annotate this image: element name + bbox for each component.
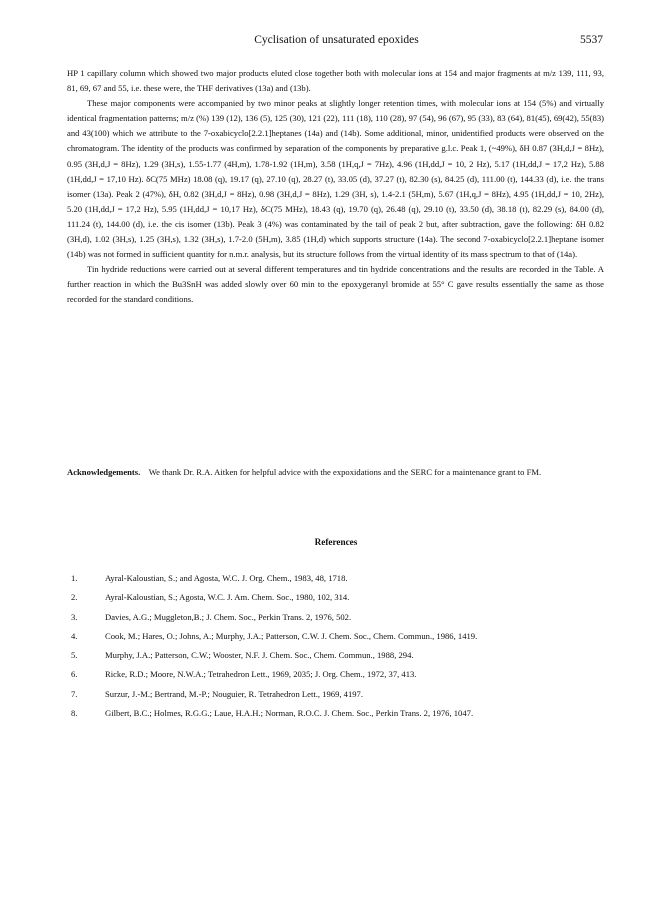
- reference-number: 3.: [71, 611, 78, 622]
- reference-item: [71, 588, 611, 607]
- reference-number: 8.: [71, 708, 78, 719]
- reference-item: [71, 685, 611, 704]
- reference-text: Davies, A.G.; Muggleton,B.; J. Chem. Soc., Perkin Trans. 2, 1976, 502.: [105, 611, 352, 622]
- acknowledgements-title: Acknowledgements.: [67, 467, 141, 477]
- reference-number: 5.: [71, 650, 78, 661]
- reference-number: 1.: [71, 573, 78, 583]
- reference-text: Gilbert, B.C.; Holmes, R.G.G.; Laue, H.A.H.; Norman, R.O.C. J. Chem. Soc., Perkin Trans. 2, 1976, 1047.: [105, 708, 474, 719]
- reference-item: [71, 704, 611, 723]
- reference-item: [71, 627, 611, 646]
- reference-text: Ayral-Kaloustian, S.; and Agosta, W.C. J. Org. Chem., 1983, 48, 1718.: [105, 573, 348, 583]
- reference-number: 7.: [71, 688, 78, 699]
- reference-item: [71, 665, 611, 684]
- paragraph-tin-hydride: Tin hydride reductions were carried out at several different temperatures and tin hydride concentrations and the results are recorded in the Table. A further reaction in which the Bu3SnH was added slowly over 60 min to the epoxygeranyl bromide at 55° C gave results essentially the same as those recorded for the standard conditions.: [67, 264, 604, 305]
- acknowledgements: [67, 465, 604, 480]
- paragraph-peak-analysis: These major components were accompanied by two minor peaks at slightly longer retention times, with molecular ions at 154 (5%) and virtually identical fragmentation patterns; m/z (%) 139 (12), 136 (5), 125 (30), 121 (22), 111 (18), 110 (28), 97 (54), 96 (67), 95 (33), 83 (64), 81(45), 69(42), 55(83) and 43(100) which we attribute to the 7-oxabicyclo[2.2.1]heptanes (14a) and (14b). Some additional, minor, unidentified products were observed on the chromatogram. The identity of the products was confirmed by separation of the components by preparative g.l.c. Peak 1, (~49%), δH 0.87 (3H,d,J = 8Hz), 0.95 (3H,d,J = 8Hz), 1.29 (3H,s), 1.55-1.77 (4H,m), 1.78-1.92 (1H,m), 3.58 (1H,q,J = 7Hz), 4.96 (1H,dd,J = 10, 2 Hz), 5.17 (1H,dd,J = 17,2 Hz), 5.88 (1H,dd,J = 17,10 Hz). δC(75 MHz) 18.08 (q), 19.17 (q), 27.10 (q), 28.27 (t), 33.05 (d), 37.27 (t), 82.30 (s), 84.25 (d), 111.00 (t), 144.33 (d), i.e. the trans isomer (13a). Peak 2 (47%), δH, 0.82 (3H,d,J = 8Hz), 0.98 (3H,d,J = 8Hz), 1.29 (3H, s), 1.4-2.1 (5H,m), 5.67 (1H,q,J = 8Hz), 4.95 (1H,dd,J = 10, 2Hz), 5.20 (1H,dd,J = 17,2 Hz), 5.95 (1H,dd,J = 10,17 Hz), δC(75 MHz), 18.43 (q), 19.70 (q), 26.48 (q), 29.10 (t), 33.50 (d), 38.18 (t), 82.29 (s), 84.00 (d), 111.24 (t), 144.00 (d), i.e. the cis isomer (13b). Peak 3 (4%) was contaminated by the tail of peak 2 but, after subtraction, gave the following: δH 0.82 (3H,d), 1.02 (3H,s), 1.25 (3H,s), 1.32 (3H,s), 1.7-2.0 (5H,m), 3.85 (1H,d) which supports structure (14a). The second 7-oxabicyclo[2.2.1]heptane isomer (14b) was not formed in sufficient quantity for n.m.r. analysis, but its structure follows from the virtual identity of its mass spectrum to that of (14a).: [67, 98, 604, 260]
- paragraph-continuation: HP 1 capillary column which showed two major products eluted close together both with molecular ions at 154 and major fragments at m/z 139, 111, 93, 81, 69, 67 and 55, i.e. these were, the THF derivatives (13a) and (13b).: [67, 68, 604, 94]
- references-list: [71, 569, 611, 723]
- page-header: [70, 34, 603, 50]
- reference-text: Cook, M.; Hares, O.; Johns, A.; Murphy, J.A.; Patterson, C.W. J. Chem. Soc., Chem. Commun., 1986, 1419.: [105, 630, 478, 641]
- reference-number: 4.: [71, 630, 78, 641]
- reference-number: 2.: [71, 592, 78, 603]
- running-title: Cyclisation of unsaturated epoxides: [254, 34, 419, 46]
- reference-number: 6.: [71, 669, 78, 680]
- page-number: 5537: [580, 34, 603, 46]
- reference-item: [71, 569, 611, 588]
- reference-item: [71, 608, 611, 627]
- reference-text: Ayral-Kaloustian, S.; Agosta, W.C. J. Am. Chem. Soc., 1980, 102, 314.: [105, 592, 350, 603]
- reference-text: Ricke, R.D.; Moore, N.W.A.; Tetrahedron Lett., 1969, 2035; J. Org. Chem., 1972, 37, 413.: [105, 669, 417, 680]
- article-body: [67, 66, 604, 308]
- reference-text: Surzur, J.-M.; Bertrand, M.-P.; Nouguier, R. Tetrahedron Lett., 1969, 4197.: [105, 688, 363, 699]
- references-title: References: [314, 537, 358, 547]
- reference-item: [71, 646, 611, 665]
- acknowledgements-text: We thank Dr. R.A. Aitken for helpful advice with the expoxidations and the SERC for a maintenance grant to FM.: [148, 467, 542, 477]
- reference-text: Murphy, J.A.; Patterson, C.W.; Wooster, N.F. J. Chem. Soc., Chem. Commun., 1988, 294.: [105, 650, 414, 661]
